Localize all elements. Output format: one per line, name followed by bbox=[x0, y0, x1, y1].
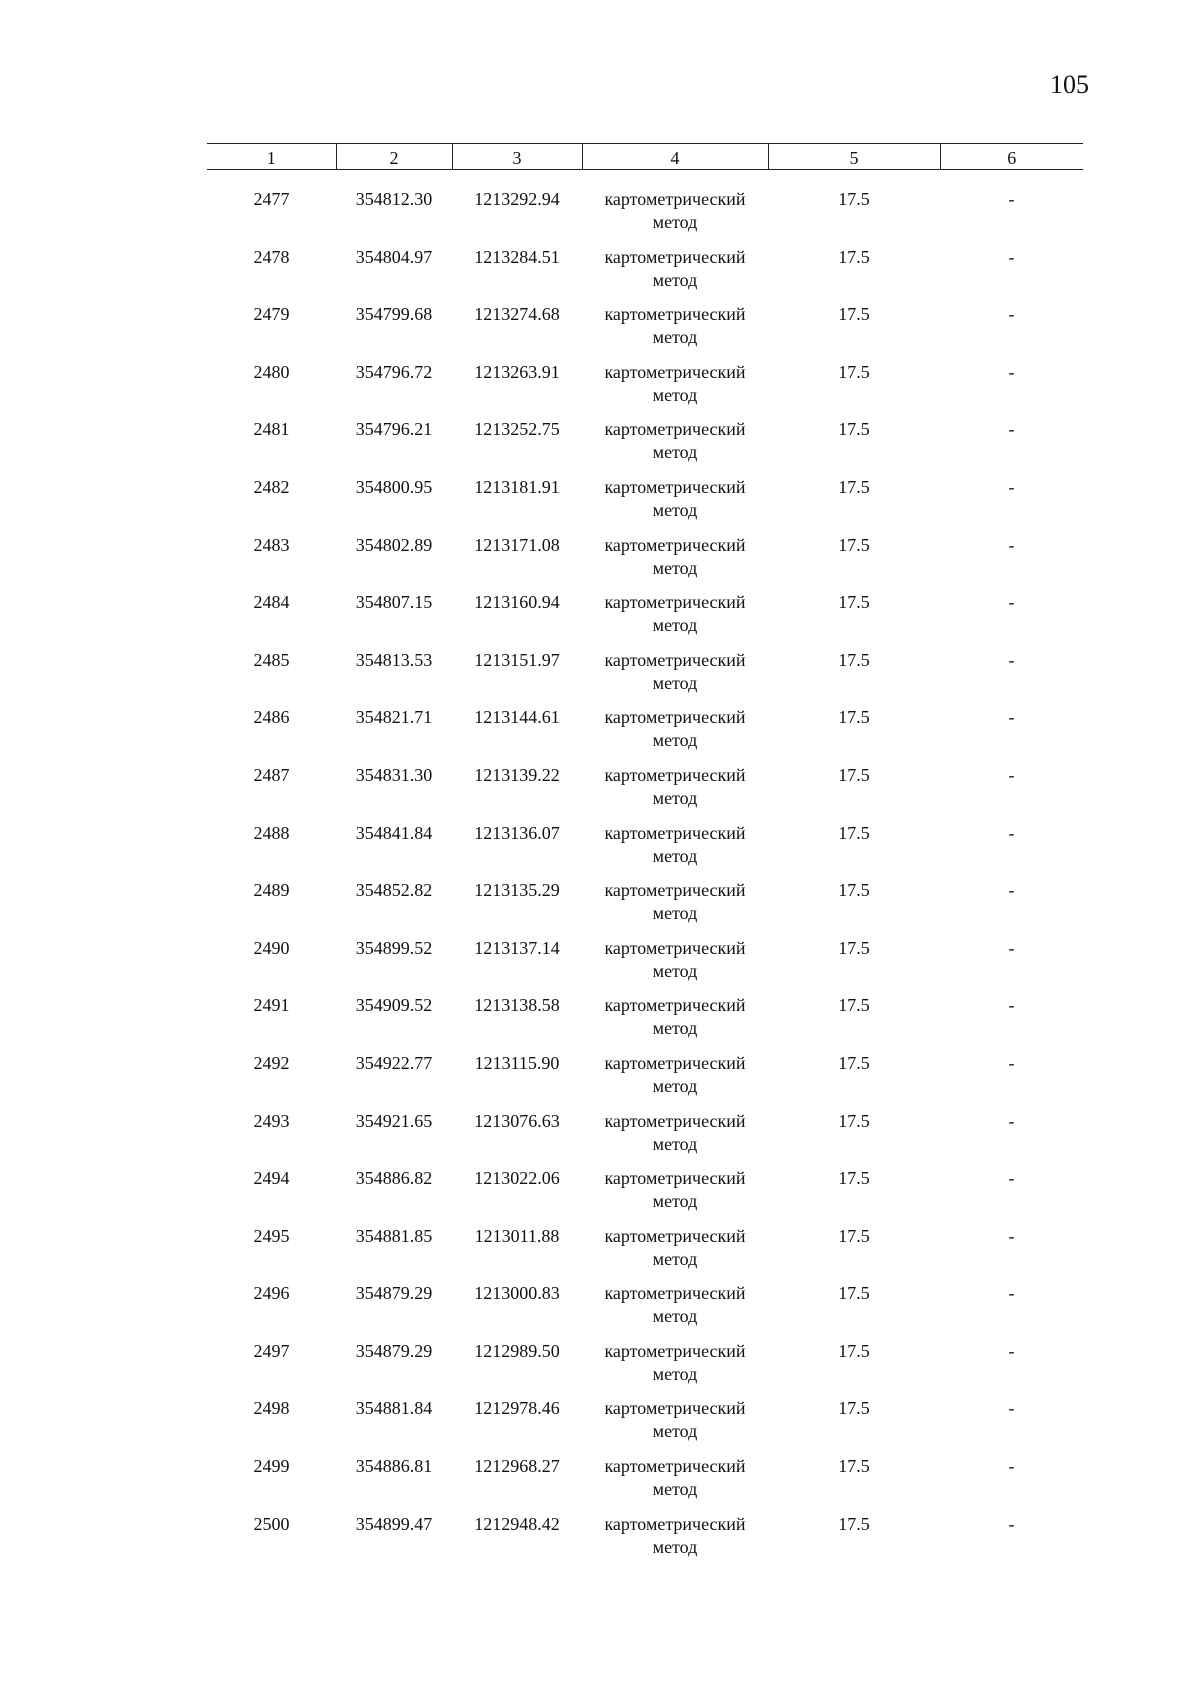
coordinate-x-cell: 354879.29 bbox=[355, 1340, 433, 1361]
point-number-cell: 2497 bbox=[253, 1340, 290, 1361]
method-line-1: картометрический bbox=[604, 1456, 746, 1477]
method-line-2: метод bbox=[652, 1248, 698, 1269]
column-header-1: 1 bbox=[207, 144, 336, 170]
coordinate-y-cell: 1213151.97 bbox=[474, 649, 560, 670]
method-cell bbox=[582, 246, 768, 304]
accuracy-cell: 17.5 bbox=[838, 1052, 870, 1073]
method-line-1: картометрический bbox=[604, 1225, 746, 1246]
table-row bbox=[207, 361, 1083, 419]
method-line-1: картометрический bbox=[604, 476, 746, 497]
method-line-2: метод bbox=[652, 787, 698, 808]
coordinate-y-cell: 1212989.50 bbox=[474, 1340, 560, 1361]
coordinate-x-cell: 354881.85 bbox=[355, 1225, 433, 1246]
accuracy-cell: 17.5 bbox=[838, 1340, 870, 1361]
column-header-2: 2 bbox=[336, 144, 452, 170]
coordinate-x-cell: 354841.84 bbox=[355, 822, 433, 843]
note-cell: - bbox=[1008, 361, 1015, 382]
point-number-cell: 2493 bbox=[253, 1110, 290, 1131]
column-header-6: 6 bbox=[940, 144, 1083, 170]
note-cell: - bbox=[1008, 937, 1015, 958]
table-body bbox=[207, 170, 1083, 1571]
method-line-1: картометрический bbox=[604, 592, 746, 613]
note-cell: - bbox=[1008, 419, 1015, 440]
accuracy-cell: 17.5 bbox=[838, 707, 870, 728]
point-number-cell: 2488 bbox=[253, 822, 290, 843]
coordinate-x-cell: 354852.82 bbox=[355, 880, 433, 901]
method-line-2: метод bbox=[652, 960, 698, 981]
coordinate-y-cell: 1213076.63 bbox=[474, 1110, 560, 1131]
note-cell: - bbox=[1008, 1225, 1015, 1246]
note-cell: - bbox=[1008, 995, 1015, 1016]
coordinate-y-cell: 1213000.83 bbox=[474, 1283, 560, 1304]
table-row bbox=[207, 418, 1083, 476]
note-cell: - bbox=[1008, 1456, 1015, 1477]
table-header bbox=[207, 144, 1083, 170]
column-header-5: 5 bbox=[768, 144, 940, 170]
method-line-1: картометрический bbox=[604, 1398, 746, 1419]
coordinate-x-cell: 354804.97 bbox=[355, 246, 433, 267]
accuracy-cell: 17.5 bbox=[838, 1168, 870, 1189]
note-cell: - bbox=[1008, 649, 1015, 670]
table-row bbox=[207, 649, 1083, 707]
table-row bbox=[207, 1052, 1083, 1110]
point-number-cell: 2485 bbox=[253, 649, 290, 670]
coordinate-y-cell: 1213263.91 bbox=[474, 361, 560, 382]
method-cell bbox=[582, 303, 768, 361]
point-number-cell: 2498 bbox=[253, 1398, 290, 1419]
note-cell: - bbox=[1008, 189, 1015, 209]
method-line-1: картометрический bbox=[604, 764, 746, 785]
method-cell bbox=[582, 1167, 768, 1225]
method-cell bbox=[582, 822, 768, 880]
table-row bbox=[207, 937, 1083, 995]
table-row bbox=[207, 1513, 1083, 1571]
accuracy-cell: 17.5 bbox=[838, 246, 870, 267]
coordinate-x-cell: 354922.77 bbox=[355, 1052, 433, 1073]
coordinate-y-cell: 1213181.91 bbox=[474, 476, 560, 497]
table-header-row bbox=[207, 144, 1083, 170]
coordinate-x-cell: 354886.81 bbox=[355, 1456, 433, 1477]
note-cell: - bbox=[1008, 822, 1015, 843]
method-line-1: картометрический bbox=[604, 995, 746, 1016]
accuracy-cell: 17.5 bbox=[838, 304, 870, 325]
method-cell bbox=[582, 170, 768, 246]
point-number-cell: 2479 bbox=[253, 304, 290, 325]
accuracy-cell: 17.5 bbox=[838, 1398, 870, 1419]
method-line-1: картометрический bbox=[604, 822, 746, 843]
point-number-cell: 2483 bbox=[253, 534, 290, 555]
coordinate-x-cell: 354807.15 bbox=[355, 592, 433, 613]
method-line-2: метод bbox=[652, 1133, 698, 1154]
note-cell: - bbox=[1008, 880, 1015, 901]
coordinate-y-cell: 1212968.27 bbox=[474, 1456, 560, 1477]
point-number-cell: 2489 bbox=[253, 880, 290, 901]
point-number-cell: 2491 bbox=[253, 995, 290, 1016]
method-cell bbox=[582, 1455, 768, 1513]
note-cell: - bbox=[1008, 707, 1015, 728]
accuracy-cell: 17.5 bbox=[838, 1513, 870, 1534]
method-line-2: метод bbox=[652, 903, 698, 924]
method-cell bbox=[582, 1513, 768, 1571]
method-line-1: картометрический bbox=[604, 649, 746, 670]
point-number-cell: 2499 bbox=[253, 1456, 290, 1477]
method-line-2: метод bbox=[652, 557, 698, 578]
method-cell bbox=[582, 1225, 768, 1283]
method-cell bbox=[582, 937, 768, 995]
method-line-1: картометрический bbox=[604, 1168, 746, 1189]
coordinate-x-cell: 354909.52 bbox=[355, 995, 433, 1016]
accuracy-cell: 17.5 bbox=[838, 1110, 870, 1131]
column-header-4: 4 bbox=[582, 144, 768, 170]
point-number-cell: 2482 bbox=[253, 476, 290, 497]
method-line-1: картометрический bbox=[604, 534, 746, 555]
method-line-1: картометрический bbox=[604, 304, 746, 325]
coordinate-x-cell: 354921.65 bbox=[355, 1110, 433, 1131]
accuracy-cell: 17.5 bbox=[838, 822, 870, 843]
point-number-cell: 2494 bbox=[253, 1168, 290, 1189]
method-cell bbox=[582, 764, 768, 822]
note-cell: - bbox=[1008, 1283, 1015, 1304]
coordinate-x-cell: 354799.68 bbox=[355, 304, 433, 325]
table-row bbox=[207, 879, 1083, 937]
method-line-2: метод bbox=[652, 1075, 698, 1096]
accuracy-cell: 17.5 bbox=[838, 1225, 870, 1246]
method-line-2: метод bbox=[652, 1421, 698, 1442]
coordinates-table bbox=[207, 143, 1083, 1570]
coordinate-y-cell: 1213171.08 bbox=[474, 534, 560, 555]
accuracy-cell: 17.5 bbox=[838, 649, 870, 670]
table-row bbox=[207, 994, 1083, 1052]
note-cell: - bbox=[1008, 1340, 1015, 1361]
method-cell bbox=[582, 706, 768, 764]
coordinate-y-cell: 1213144.61 bbox=[474, 707, 560, 728]
note-cell: - bbox=[1008, 1110, 1015, 1131]
method-cell bbox=[582, 591, 768, 649]
method-line-2: метод bbox=[652, 730, 698, 751]
coordinate-x-cell: 354899.47 bbox=[355, 1513, 433, 1534]
accuracy-cell: 17.5 bbox=[838, 880, 870, 901]
coordinate-x-cell: 354812.30 bbox=[355, 189, 433, 209]
note-cell: - bbox=[1008, 476, 1015, 497]
table-row bbox=[207, 822, 1083, 880]
method-line-1: картометрический bbox=[604, 880, 746, 901]
accuracy-cell: 17.5 bbox=[838, 189, 870, 209]
method-line-1: картометрический bbox=[604, 937, 746, 958]
method-cell bbox=[582, 1110, 768, 1168]
method-line-2: метод bbox=[652, 442, 698, 463]
table-row bbox=[207, 706, 1083, 764]
accuracy-cell: 17.5 bbox=[838, 1456, 870, 1477]
table-row bbox=[207, 246, 1083, 304]
method-line-1: картометрический bbox=[604, 1052, 746, 1073]
coordinate-y-cell: 1213252.75 bbox=[474, 419, 560, 440]
note-cell: - bbox=[1008, 592, 1015, 613]
accuracy-cell: 17.5 bbox=[838, 534, 870, 555]
method-cell bbox=[582, 1052, 768, 1110]
method-line-2: метод bbox=[652, 327, 698, 348]
table-row bbox=[207, 591, 1083, 649]
method-line-1: картометрический bbox=[604, 1283, 746, 1304]
method-line-2: метод bbox=[652, 1306, 698, 1327]
method-line-1: картометрический bbox=[604, 1340, 746, 1361]
method-line-1: картометрический bbox=[604, 361, 746, 382]
method-line-1: картометрический bbox=[604, 1110, 746, 1131]
coordinate-x-cell: 354800.95 bbox=[355, 476, 433, 497]
coordinate-x-cell: 354879.29 bbox=[355, 1283, 433, 1304]
accuracy-cell: 17.5 bbox=[838, 476, 870, 497]
method-line-2: метод bbox=[652, 615, 698, 636]
table-row bbox=[207, 1340, 1083, 1398]
method-cell bbox=[582, 476, 768, 534]
table-row bbox=[207, 1225, 1083, 1283]
method-cell bbox=[582, 1340, 768, 1398]
coordinate-y-cell: 1213137.14 bbox=[474, 937, 560, 958]
method-line-2: метод bbox=[652, 212, 698, 232]
table-row bbox=[207, 1282, 1083, 1340]
method-line-1: картометрический bbox=[604, 1513, 746, 1534]
method-line-2: метод bbox=[652, 1191, 698, 1212]
coordinate-y-cell: 1213139.22 bbox=[474, 764, 560, 785]
method-cell bbox=[582, 361, 768, 419]
point-number-cell: 2484 bbox=[253, 592, 290, 613]
accuracy-cell: 17.5 bbox=[838, 361, 870, 382]
method-line-1: картометрический bbox=[604, 246, 746, 267]
point-number-cell: 2477 bbox=[253, 189, 290, 209]
method-line-2: метод bbox=[652, 845, 698, 866]
point-number-cell: 2495 bbox=[253, 1225, 290, 1246]
coordinate-y-cell: 1213135.29 bbox=[474, 880, 560, 901]
method-line-2: метод bbox=[652, 1363, 698, 1384]
coordinate-y-cell: 1213292.94 bbox=[474, 189, 560, 209]
coordinate-y-cell: 1213115.90 bbox=[474, 1052, 560, 1073]
table-row bbox=[207, 303, 1083, 361]
table-row bbox=[207, 1455, 1083, 1513]
point-number-cell: 2490 bbox=[253, 937, 290, 958]
method-line-2: метод bbox=[652, 384, 698, 405]
method-line-1: картометрический bbox=[604, 189, 746, 209]
table-row bbox=[207, 170, 1083, 246]
table-row bbox=[207, 1110, 1083, 1168]
accuracy-cell: 17.5 bbox=[838, 995, 870, 1016]
coordinate-y-cell: 1213011.88 bbox=[474, 1225, 560, 1246]
coordinate-x-cell: 354813.53 bbox=[355, 649, 433, 670]
table-row bbox=[207, 476, 1083, 534]
note-cell: - bbox=[1008, 1513, 1015, 1534]
point-number-cell: 2487 bbox=[253, 764, 290, 785]
method-cell bbox=[582, 534, 768, 592]
method-line-2: метод bbox=[652, 1536, 698, 1557]
accuracy-cell: 17.5 bbox=[838, 764, 870, 785]
method-line-1: картометрический bbox=[604, 419, 746, 440]
method-cell bbox=[582, 1282, 768, 1340]
method-line-2: метод bbox=[652, 672, 698, 693]
coordinate-y-cell: 1213022.06 bbox=[474, 1168, 560, 1189]
coordinate-x-cell: 354796.21 bbox=[355, 419, 433, 440]
table-row bbox=[207, 764, 1083, 822]
point-number-cell: 2481 bbox=[253, 419, 290, 440]
accuracy-cell: 17.5 bbox=[838, 937, 870, 958]
method-cell bbox=[582, 994, 768, 1052]
accuracy-cell: 17.5 bbox=[838, 419, 870, 440]
note-cell: - bbox=[1008, 1052, 1015, 1073]
method-line-1: картометрический bbox=[604, 707, 746, 728]
coordinate-y-cell: 1213138.58 bbox=[474, 995, 560, 1016]
method-cell bbox=[582, 1397, 768, 1455]
point-number-cell: 2480 bbox=[253, 361, 290, 382]
method-cell bbox=[582, 418, 768, 476]
note-cell: - bbox=[1008, 246, 1015, 267]
method-line-2: метод bbox=[652, 269, 698, 290]
note-cell: - bbox=[1008, 534, 1015, 555]
accuracy-cell: 17.5 bbox=[838, 592, 870, 613]
method-cell bbox=[582, 879, 768, 937]
table-row bbox=[207, 534, 1083, 592]
coordinate-x-cell: 354881.84 bbox=[355, 1398, 433, 1419]
column-header-3: 3 bbox=[452, 144, 582, 170]
coordinate-y-cell: 1213160.94 bbox=[474, 592, 560, 613]
coordinate-y-cell: 1212948.42 bbox=[474, 1513, 560, 1534]
coordinate-x-cell: 354831.30 bbox=[355, 764, 433, 785]
coordinate-x-cell: 354796.72 bbox=[355, 361, 433, 382]
coordinate-x-cell: 354886.82 bbox=[355, 1168, 433, 1189]
page-number: 105 bbox=[1050, 70, 1089, 99]
point-number-cell: 2496 bbox=[253, 1283, 290, 1304]
coordinate-y-cell: 1213284.51 bbox=[474, 246, 560, 267]
coordinate-x-cell: 354802.89 bbox=[355, 534, 433, 555]
coordinate-y-cell: 1213274.68 bbox=[474, 304, 560, 325]
method-cell bbox=[582, 649, 768, 707]
table-row bbox=[207, 1397, 1083, 1455]
point-number-cell: 2492 bbox=[253, 1052, 290, 1073]
note-cell: - bbox=[1008, 764, 1015, 785]
method-line-2: метод bbox=[652, 499, 698, 520]
table-row bbox=[207, 1167, 1083, 1225]
coordinate-x-cell: 354821.71 bbox=[355, 707, 433, 728]
note-cell: - bbox=[1008, 1168, 1015, 1189]
method-line-2: метод bbox=[652, 1479, 698, 1500]
coordinate-x-cell: 354899.52 bbox=[355, 937, 433, 958]
coordinate-y-cell: 1212978.46 bbox=[474, 1398, 560, 1419]
point-number-cell: 2500 bbox=[253, 1513, 290, 1534]
coordinate-y-cell: 1213136.07 bbox=[474, 822, 560, 843]
note-cell: - bbox=[1008, 1398, 1015, 1419]
point-number-cell: 2486 bbox=[253, 707, 290, 728]
method-line-2: метод bbox=[652, 1018, 698, 1039]
accuracy-cell: 17.5 bbox=[838, 1283, 870, 1304]
point-number-cell: 2478 bbox=[253, 246, 290, 267]
note-cell: - bbox=[1008, 304, 1015, 325]
